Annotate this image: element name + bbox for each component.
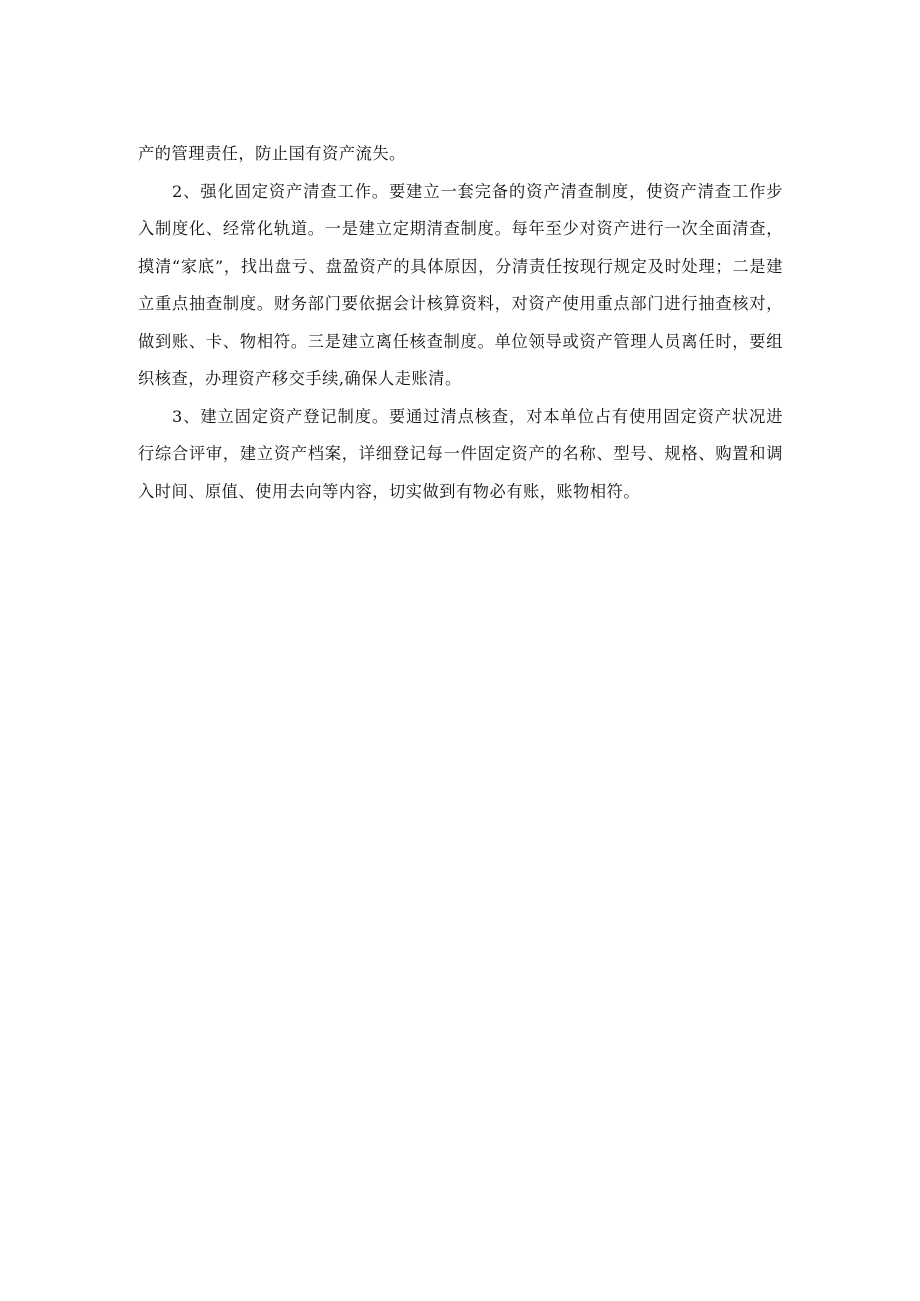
document-body bbox=[138, 135, 783, 510]
paragraph-continuation: 产的管理责任，防止国有资产流失。 bbox=[138, 144, 406, 163]
paragraph-asset-registration: 3、建立固定资产登记制度。要通过清点核查，对本单位占有使用固定资产状况进行综合评审，建立资产档案，详细登记每一件固定资产的名称、型号、规格、购置和调入时间、原值、使用去向等内容，切实做到有物必有账，账物相符。 bbox=[138, 406, 783, 501]
paragraph-asset-inventory: 2、强化固定资产清查工作。要建立一套完备的资产清查制度，使资产清查工作步入制度化、经常化轨道。一是建立定期清查制度。每年至少对资产进行一次全面清查，摸清“家底”，找出盘亏、盘盈资产的具体原因，分清责任按现行规定及时处理；二是建立重点抽查制度。财务部门要依据会计核算资料，对资产使用重点部门进行抽查核对，做到账、卡、物相符。三是建立离任核查制度。单位领导或资产管理人员离任时，要组织核查，办理资产移交手续,确保人走账清。 bbox=[138, 181, 783, 388]
